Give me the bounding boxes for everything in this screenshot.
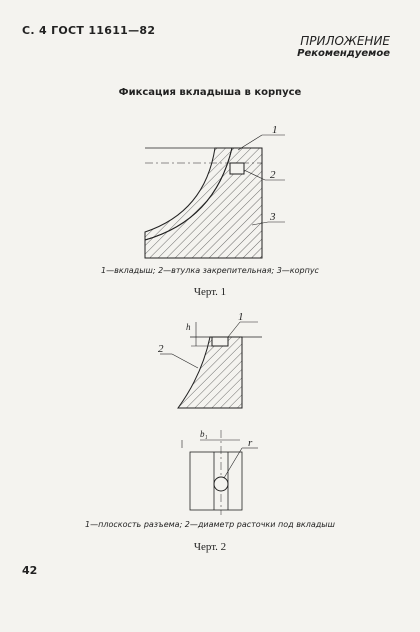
figure1-label-2: 2 (270, 169, 276, 181)
figure2-label-r: r (248, 437, 253, 449)
figure2-label-2: 2 (158, 343, 164, 355)
figure1-drawing (145, 135, 285, 258)
page-number: 42 (22, 564, 38, 577)
section-title: Фиксация вкладыша в корпусе (118, 87, 302, 98)
page-header: С. 4 ГОСТ 11611—82 (22, 24, 156, 37)
figure2-caption: 1—плоскость разъема; 2—диаметр расточки под вкладыш (85, 520, 335, 529)
figure1-label-3: 3 (270, 211, 276, 223)
appendix-title: ПРИЛОЖЕНИЕ (300, 34, 390, 48)
figure2-label-b1: b₁ (200, 429, 208, 439)
figure2-label-h: h (186, 322, 191, 332)
figure1-title: Черт. 1 (193, 286, 227, 298)
figure1-caption: 1—вкладыш; 2—втулка закрепительная; 3—корпус (101, 266, 319, 275)
figure2-label-1: 1 (238, 311, 244, 323)
figure1-label-1: 1 (272, 124, 278, 136)
figure2-drawing (160, 322, 262, 515)
appendix-subtitle: Рекомендуемое (297, 48, 390, 59)
figure2-title: Черт. 2 (193, 541, 227, 553)
